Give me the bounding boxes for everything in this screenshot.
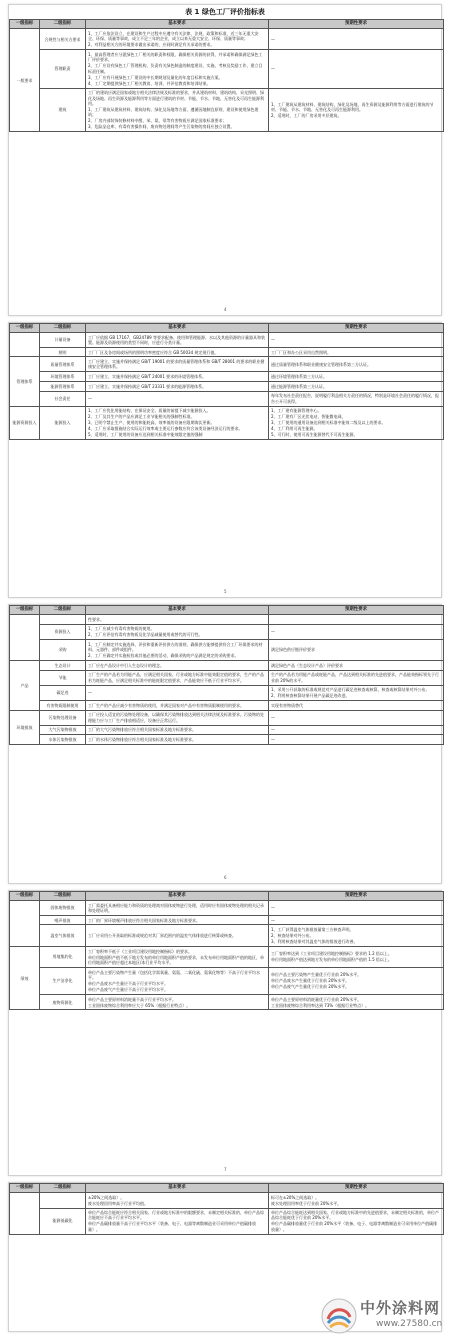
basic-requirement-cell bbox=[86, 735, 269, 745]
expected-requirement-cell bbox=[269, 1208, 444, 1234]
expected-requirement-cell bbox=[269, 29, 444, 50]
basic-requirement-item: 1、工厂应优化用能结构，在保证安全、质量的前提下减少能源投入。 bbox=[88, 408, 211, 414]
primary-indicator-cell: 绩效 bbox=[10, 947, 40, 1010]
basic-requirement-item: 工厂应投入适宜的污染物处理设备，以确保其污染物排放达到相关法律法规及标准要求。污染物的处理能力应与工厂生产排放相适应，设备应正常运行。 bbox=[88, 712, 264, 723]
expected-requirement-item: 单位产品废水产生量优于行业前 20%水平。 bbox=[271, 978, 350, 984]
expected-requirement-cell bbox=[269, 915, 444, 925]
basic-requirement-cell bbox=[86, 391, 269, 406]
basic-requirement-item: 单位产品主要原材料消耗量不高于行业平均水平。 bbox=[88, 996, 176, 1002]
column-header: 预期性要求 bbox=[269, 20, 444, 29]
evaluation-table bbox=[9, 1183, 444, 1235]
basic-requirement-item: 单位产品废水产生量应不高于行业平均水平。 bbox=[88, 980, 168, 986]
expected-requirement-cell bbox=[269, 670, 444, 685]
expected-requirement-item: 满足绿色产品（生态设计产品）评价要求 bbox=[271, 662, 343, 668]
expected-requirement-item: — bbox=[271, 629, 275, 635]
secondary-indicator-cell: 污染物处理设备 bbox=[40, 710, 86, 725]
brand-logo-icon bbox=[320, 1297, 358, 1335]
basic-requirement-cell bbox=[86, 725, 269, 735]
basic-requirement-item: 1、工厂建筑从建筑材料、建筑结构、绿化及场地等方面，遵循因地制宜原则，建设和使用绿色建筑； bbox=[88, 107, 259, 118]
basic-requirement-item: 单位产品碳排放量不高于行业平均水平（装备、电子、电器等离散制造业可采用单位产值碳排放量）。 bbox=[88, 1221, 256, 1232]
expected-requirement-item: 通过质量管理体系和职业健康安全管理体系第三方认证。 bbox=[271, 361, 371, 367]
basic-requirement-item: 4、工厂定期提供绿色工厂相关教育、培训，并评估教育和培训结果。 bbox=[88, 80, 211, 86]
expected-requirement-cell bbox=[269, 50, 444, 88]
table-row bbox=[10, 332, 444, 347]
basic-requirement-item: 工厂生产的产品应减少有害物质的使用，并满足国家对产品中有害物质限制使用的要求。 bbox=[88, 702, 244, 708]
table-row bbox=[10, 900, 444, 915]
expected-requirement-cell bbox=[269, 735, 444, 745]
table-row bbox=[10, 29, 444, 50]
primary-indicator-cell bbox=[10, 1192, 40, 1234]
basic-requirement-item: 3、工厂应有开展绿色工厂建设的中长期规划及量化的年度目标和实施方案。 bbox=[88, 74, 223, 80]
table-row bbox=[10, 967, 444, 994]
expected-requirement-cell bbox=[269, 372, 444, 382]
expected-requirement-cell bbox=[269, 994, 444, 1010]
basic-requirement-item: 1、工厂应依法设立，在建设和生产过程中应遵守有关法律、法规、政策和标准，近三年无重大安全、环保、质量等事故，成立不足三年的企业，成立以来无重大安全、环保、质量等事故； bbox=[88, 30, 259, 42]
table-row bbox=[10, 391, 444, 406]
table-row bbox=[10, 994, 444, 1010]
secondary-indicator-cell: 管理职责 bbox=[40, 50, 86, 88]
expected-requirement-cell bbox=[269, 614, 444, 624]
table-header-row bbox=[10, 20, 444, 29]
secondary-indicator-cell: 资源投入 bbox=[40, 624, 86, 640]
expected-requirement-cell bbox=[269, 947, 444, 968]
document-page-1 bbox=[8, 4, 442, 316]
expected-requirement-cell bbox=[269, 661, 444, 671]
primary-indicator-cell: 管理体系 bbox=[10, 357, 40, 406]
expected-requirement-item: 工业固体废物综合利用率达到 73%（根据行业特点）。 bbox=[271, 1002, 370, 1008]
expected-requirement-item: 通过环境管理体系第三方认证。 bbox=[271, 374, 327, 380]
expected-requirement-item: 单位产品主要污染物产生量优于行业前 20%水平。 bbox=[271, 972, 362, 978]
expected-requirement-cell bbox=[269, 624, 444, 640]
expected-requirement-cell bbox=[269, 332, 444, 347]
expected-requirement-cell bbox=[269, 1192, 444, 1208]
expected-requirement-item: 通过能源管理体系第三方认证。 bbox=[271, 383, 327, 389]
secondary-indicator-cell: 温室气体排放 bbox=[40, 925, 86, 947]
table-row bbox=[10, 915, 444, 925]
expected-requirement-cell bbox=[269, 640, 444, 661]
table-row bbox=[10, 382, 444, 392]
expected-requirement-item: 工厂厂区和办公区采用自然照明。 bbox=[271, 349, 331, 355]
expected-requirement-item: 2、利用核查核算结果开展产品碳足迹改进。 bbox=[271, 693, 350, 699]
expected-requirement-item: 每年发布社会责任报告，说明履行利益相关方责任的情况，特别是环境社会责任的履行情况，报告公开可获得。 bbox=[271, 393, 439, 404]
column-header: 一级指标 bbox=[10, 20, 40, 29]
primary-indicator-cell: 环境排放 bbox=[10, 710, 40, 744]
secondary-indicator-cell: 质量管理体系 bbox=[40, 357, 86, 372]
table-row bbox=[10, 406, 444, 440]
basic-requirement-cell bbox=[86, 347, 269, 357]
basic-requirement-item: 工厂厂区及各房间或场所的照明功率密度应符合 GB 50034 规定现行值。 bbox=[88, 349, 219, 355]
expected-requirement-item: — bbox=[271, 736, 275, 742]
table-row bbox=[10, 640, 444, 661]
column-header: 预期性要求 bbox=[269, 892, 444, 901]
basic-requirement-item: 5、适用时，工厂使用的设备应达到相关标准中能效限定值的强制 bbox=[88, 432, 203, 438]
secondary-indicator-cell: 噪声排放 bbox=[40, 915, 86, 925]
column-header: 二级指标 bbox=[40, 20, 86, 29]
secondary-indicator-cell: 建筑 bbox=[40, 88, 86, 132]
secondary-indicator-cell: 大气污染物排放 bbox=[40, 725, 86, 735]
table-row bbox=[10, 661, 444, 671]
expected-requirement-item: 工厂容积率达到《工业项目建设用地控制指标》要求的 1.2 倍以上。 bbox=[271, 951, 392, 957]
basic-requirement-cell bbox=[86, 661, 269, 671]
basic-requirement-item: 工厂的大气污染物排放应符合相关国家标准及地方标准要求。 bbox=[88, 727, 196, 733]
primary-indicator-cell: 产品 bbox=[10, 661, 40, 711]
expected-requirement-item: 1、工厂建筑从建筑材料、建筑结构、绿化及场地、再生资源及能源利用等方面进行建筑的节材、节能、节水、节地、无害化及可再生能源利用。 bbox=[271, 101, 434, 112]
basic-requirement-cell bbox=[86, 967, 269, 994]
basic-requirement-item: 2、工厂应设有绿色工厂管理机构，负责有关绿色制造的制度建设、实施、考核及奖励工作，建立目标责任制。 bbox=[88, 63, 263, 74]
table-row bbox=[10, 1208, 444, 1234]
basic-requirement-item: 2、工厂应评估有毒有害物质及化学品减量使用或替代的可行性。 bbox=[88, 632, 203, 638]
table-row bbox=[10, 372, 444, 382]
watermark-name: 中外涂料网 bbox=[360, 1299, 441, 1317]
column-header: 二级指标 bbox=[40, 606, 86, 615]
expected-requirement-cell bbox=[269, 710, 444, 725]
expected-requirement-item: 4、工厂利用可再生能源。 bbox=[271, 426, 318, 432]
basic-requirement-item: 2、厂房内部装饰装修材料中醛、苯、氨、氡等有害物质应满足国家标准要求； bbox=[88, 118, 227, 124]
table-header-row bbox=[10, 606, 444, 615]
secondary-indicator-cell: 计量设备 bbox=[40, 332, 86, 347]
watermark-logo bbox=[318, 1296, 446, 1336]
basic-requirement-item: 2、对利益相关方的环境要求做出承诺的，应同时满足有关承诺的要求。 bbox=[88, 42, 215, 48]
secondary-indicator-cell: 合规性与相关方要求 bbox=[40, 29, 86, 50]
table-row bbox=[10, 670, 444, 685]
secondary-indicator-cell: 废物资源化 bbox=[40, 994, 86, 1010]
basic-requirement-cell bbox=[86, 1208, 269, 1234]
basic-requirement-cell bbox=[86, 624, 269, 640]
table-row bbox=[10, 685, 444, 701]
basic-requirement-item: 工厂应依据 GB 17167、GB24789 等要求配备、使用和管理能源、水以及其他资源的计量器具和装置。能源及资源使用的类型不同时，应进行分类计量。 bbox=[88, 334, 265, 345]
primary-indicator-cell: 能源资源投入 bbox=[10, 406, 40, 440]
basic-requirement-item: 1、工厂应制定并实施选择、评价和重新评价供方的准则，确保供方能够提供符合工厂环保要求的材料、元器件、部件或组件。 bbox=[88, 641, 263, 653]
table-row bbox=[10, 1192, 444, 1208]
basic-requirement-cell bbox=[86, 685, 269, 701]
basic-requirement-item: 2、工厂及其生产的产品应满足工业节能相关的强制性标准。 bbox=[88, 414, 195, 420]
basic-requirement-cell bbox=[86, 640, 269, 661]
page-number: 7 bbox=[224, 1166, 227, 1172]
basic-requirement-item: 工厂应建立、实施并保持满足 GB/T 23331 要求的能源管理体系。 bbox=[88, 383, 207, 389]
basic-requirement-cell bbox=[86, 332, 269, 347]
table-row bbox=[10, 701, 444, 711]
basic-requirement-cell bbox=[86, 670, 269, 685]
basic-requirement-item: 1、最高管理者应分派绿色工厂相关的职责和权限，确保相关资源的获得，并承诺和确保满足绿色工厂评价要求。 bbox=[88, 51, 263, 63]
expected-requirement-cell bbox=[269, 900, 444, 915]
basic-requirement-item: 单位产品综合能耗应符合相关国家、行业或地方标准中的限额要求，未制定相关标准的，单位产品综合能耗应不高于行业平均水平。 bbox=[88, 1210, 264, 1221]
secondary-indicator-cell: 固体废物排放 bbox=[40, 900, 86, 915]
primary-indicator-cell bbox=[10, 332, 40, 357]
expected-requirement-cell bbox=[269, 925, 444, 947]
expected-requirement-item: — bbox=[271, 727, 275, 733]
secondary-indicator-cell: 生产洁净化 bbox=[40, 967, 86, 994]
expected-requirement-cell bbox=[269, 357, 444, 372]
expected-requirement-item: 废水处理回用率优于行业前 20%水平。 bbox=[271, 1200, 342, 1206]
secondary-indicator-cell: 照明 bbox=[40, 347, 86, 357]
column-header: 基本要求 bbox=[86, 324, 269, 333]
expected-requirement-cell bbox=[269, 88, 444, 132]
basic-requirement-cell bbox=[86, 88, 269, 132]
secondary-indicator-cell bbox=[40, 1192, 86, 1208]
expected-requirement-item: 2、工厂建有厂区光伏电站、智能微电网。 bbox=[271, 414, 346, 420]
column-header: 预期性要求 bbox=[269, 1184, 444, 1193]
secondary-indicator-cell: 节能 bbox=[40, 670, 86, 685]
expected-requirement-item: 2、核查结果对外公布。 bbox=[271, 933, 314, 939]
expected-requirement-item: 1、工厂建有能源管理中心。 bbox=[271, 408, 322, 414]
secondary-indicator-cell: 能源管理体系 bbox=[40, 382, 86, 392]
expected-requirement-item: 2、适用时，工厂的厂房采用多层建筑。 bbox=[271, 112, 342, 118]
table-header-row bbox=[10, 892, 444, 901]
table-row bbox=[10, 88, 444, 132]
basic-requirement-item: 工厂应建立、实施并保持满足 GB/T 19001 的要求的质量管理体系和 GB/T 28001 的要求的职业健康安全管理体系。 bbox=[88, 359, 265, 370]
secondary-indicator-cell bbox=[40, 614, 86, 624]
primary-indicator-cell bbox=[10, 614, 40, 660]
column-header: 基本要求 bbox=[86, 20, 269, 29]
page-number: 6 bbox=[224, 874, 227, 880]
expected-requirement-cell bbox=[269, 347, 444, 357]
page-number: 4 bbox=[224, 306, 227, 312]
expected-requirement-item: 单位用地面积产值达到地方发布的单位用地面积产值的 1.5 倍以上。 bbox=[271, 957, 392, 963]
basic-requirement-item: 工业固体废物综合利用率应大于 65%（根据行业特点）。 bbox=[88, 1002, 191, 1008]
table-header-row bbox=[10, 324, 444, 333]
table-row bbox=[10, 925, 444, 947]
expected-requirement-item: 3、工厂使用的通用设备达到相关标准中能效二级及以上的要求。 bbox=[271, 420, 386, 426]
basic-requirement-cell bbox=[86, 1192, 269, 1208]
expected-requirement-item: 单位产品碳排放量优于行业前 20%水平（装备、电子、电器等离散制造业可采用单位产值碳排放量）。 bbox=[271, 1221, 438, 1232]
basic-requirement-cell bbox=[86, 925, 269, 947]
expected-requirement-item: 5、可行时，使用可再生能源替代不可再生能源。 bbox=[271, 432, 358, 438]
expected-requirement-item: 单位产品废气产生量优于行业前 20%水平。 bbox=[271, 984, 350, 990]
basic-requirement-cell bbox=[86, 701, 269, 711]
table-row bbox=[10, 614, 444, 624]
basic-requirement-item: 工厂容积率不低于《工业项目建设用地控制指标》的要求。 bbox=[88, 948, 192, 954]
table-row bbox=[10, 347, 444, 357]
expected-requirement-item: 实现有害物质替代 bbox=[271, 702, 303, 708]
secondary-indicator-cell: 能源低碳化 bbox=[40, 1208, 86, 1234]
basic-requirement-item: 工厂应建立、实施并保持满足 GB/T 24001 要求的环境管理体系。 bbox=[88, 374, 207, 380]
basic-requirement-item: 单位产品主要污染物产生量（包括化学需氧量、氨氮、二氧化硫、氮氧化物等）不高于行业平均水平。 bbox=[88, 969, 260, 980]
basic-requirement-item: 废水处理回用率高于行业平均值。 bbox=[88, 1200, 148, 1206]
basic-requirement-item: 2、工厂应确定并实施检验或其他必要的活动，确保采购的产品满足规定的采购要求。 bbox=[88, 653, 239, 659]
expected-requirement-cell bbox=[269, 967, 444, 994]
basic-requirement-item: 工厂的厂界环境噪声排放应符合相关国家标准及地方标准要求。 bbox=[88, 917, 200, 923]
basic-requirement-item: 1、工厂应减少有毒有害物质的使用。 bbox=[88, 626, 155, 632]
expected-requirement-item: — bbox=[271, 36, 275, 42]
secondary-indicator-cell: 用地集约化 bbox=[40, 947, 86, 968]
basic-requirement-item: 3、已明令禁止生产、使用的和能耗高、效率低的设备应限期淘汰更新。 bbox=[88, 420, 215, 426]
expected-requirement-cell bbox=[269, 391, 444, 406]
secondary-indicator-cell: 有害物质限制使用 bbox=[40, 701, 86, 711]
watermark-url: www.27580.cn bbox=[376, 1319, 443, 1329]
basic-requirement-item: 工厂应采用公开获取的标准或规范对其厂界范围内的温室气体排放进行核算或核查。 bbox=[88, 933, 236, 939]
column-header: 二级指标 bbox=[40, 324, 86, 333]
table-row bbox=[10, 624, 444, 640]
basic-requirement-cell bbox=[86, 406, 269, 440]
basic-requirement-item: 4、工厂应采取措施结合实际运行效率或主要运行参数应符合该类设备经济运行的要求。 bbox=[88, 426, 243, 432]
table-row bbox=[10, 947, 444, 968]
expected-requirement-item: 满足绿色供应链评价要求 bbox=[271, 647, 315, 653]
expected-requirement-item: 单位产品主要原材料消耗量优于行业前 20%水平。 bbox=[271, 996, 362, 1002]
basic-requirement-item: — bbox=[88, 395, 92, 401]
table-row bbox=[10, 710, 444, 725]
column-header: 一级指标 bbox=[10, 606, 40, 615]
expected-requirement-item: 3、利用核查结果对其温室气体的排放进行改善。 bbox=[271, 939, 358, 945]
column-header: 基本要求 bbox=[86, 606, 269, 615]
table-row bbox=[10, 357, 444, 372]
basic-requirement-item: — bbox=[88, 690, 92, 696]
document-page-3 bbox=[8, 604, 442, 884]
basic-requirement-item: ±20%之间选取）。 bbox=[88, 1194, 125, 1200]
expected-requirement-item: 1、工厂获得温室气体排放量第三方核查声明。 bbox=[271, 927, 354, 933]
basic-requirement-cell bbox=[86, 947, 269, 968]
expected-requirement-item: — bbox=[271, 337, 275, 343]
basic-requirement-item: 单位用地面积产值不低于地方发布的单位用地面积产值的要求，未发布单位用地面积产值的地区，单位用地面积产值应超过本地区/本行业平均水平。 bbox=[88, 954, 264, 965]
basic-requirement-cell bbox=[86, 994, 269, 1010]
basic-requirement-item: 工厂需委托具备相应能力和资质的处理商对固体废物进行处理，适用时应有固体废物处理的相关记录和处理证明。 bbox=[88, 902, 264, 913]
column-header: 预期性要求 bbox=[269, 606, 444, 615]
column-header: 一级指标 bbox=[10, 324, 40, 333]
table-row bbox=[10, 735, 444, 745]
expected-requirement-item: 1、采用公开获取的标准或规范对产品进行碳足迹核查或核算，核查或核算结果对外公布。 bbox=[271, 687, 430, 693]
column-header: 基本要求 bbox=[86, 1184, 269, 1193]
basic-requirement-item: 工厂应在产品设计中引入生态设计的理念。 bbox=[88, 662, 164, 668]
table-row bbox=[10, 50, 444, 88]
basic-requirement-cell bbox=[86, 372, 269, 382]
expected-requirement-item: — bbox=[271, 905, 275, 911]
basic-requirement-cell bbox=[86, 382, 269, 392]
basic-requirement-cell bbox=[86, 915, 269, 925]
expected-requirement-cell bbox=[269, 382, 444, 392]
evaluation-table bbox=[9, 19, 444, 132]
basic-requirement-cell bbox=[86, 900, 269, 915]
secondary-indicator-cell: 能源投入 bbox=[40, 406, 86, 440]
expected-requirement-item: 生产的产品若为用能产品或耗能产品，产品达到相关标准的先进值要求，产品能效指标领先于行业前 20%的水平。 bbox=[271, 672, 439, 683]
table-title: 表 1 绿色工厂评价指标表 bbox=[185, 8, 265, 16]
column-header: 二级指标 bbox=[40, 1184, 86, 1193]
secondary-indicator-cell: 碳足迹 bbox=[40, 685, 86, 701]
expected-requirement-item: — bbox=[271, 715, 275, 720]
document-page-4 bbox=[8, 890, 442, 1176]
column-header: 一级指标 bbox=[10, 892, 40, 901]
column-header: 一级指标 bbox=[10, 1184, 40, 1193]
basic-requirement-cell bbox=[86, 50, 269, 88]
column-header: 预期性要求 bbox=[269, 324, 444, 333]
evaluation-table bbox=[9, 323, 444, 440]
expected-requirement-item: 标可在±20%之间选取）。 bbox=[271, 1194, 320, 1200]
expected-requirement-cell bbox=[269, 701, 444, 711]
secondary-indicator-cell: 水体污染物排放 bbox=[40, 735, 86, 745]
secondary-indicator-cell: 采购 bbox=[40, 640, 86, 661]
secondary-indicator-cell: 社会责任 bbox=[40, 391, 86, 406]
expected-requirement-cell bbox=[269, 725, 444, 735]
expected-requirement-cell bbox=[269, 406, 444, 440]
secondary-indicator-cell: 环境管理体系 bbox=[40, 372, 86, 382]
document-page-2 bbox=[8, 322, 442, 598]
expected-requirement-item: — bbox=[271, 917, 275, 923]
expected-requirement-item: — bbox=[271, 66, 275, 72]
table-header-row bbox=[10, 1184, 444, 1193]
basic-requirement-cell bbox=[86, 614, 269, 624]
column-header: 二级指标 bbox=[40, 892, 86, 901]
basic-requirement-item: 3、危险品仓库、有毒有害操作间、废弃物处理间等产生污染物的房间应独立设置。 bbox=[88, 124, 235, 130]
basic-requirement-item: 性要求。 bbox=[88, 616, 104, 622]
basic-requirement-item: 工厂的水体污染物排放应符合相关国家标准及地方标准要求。 bbox=[88, 736, 196, 742]
basic-requirement-cell bbox=[86, 357, 269, 372]
basic-requirement-item: 工厂生产的产品若为用能产品，应满足相关国家、行业或地方标准中能效限定值的要求，生产的产品若为耗能产品，应满足相关标准中的能耗限定值要求，产品能效应不低于行业平均水平。 bbox=[88, 672, 264, 683]
column-header: 基本要求 bbox=[86, 892, 269, 901]
table-row bbox=[10, 725, 444, 735]
basic-requirement-item: 单位产品废气产生量应不高于行业平均水平。 bbox=[88, 986, 168, 992]
primary-indicator-cell: 一般要求 bbox=[10, 29, 40, 132]
basic-requirement-cell bbox=[86, 29, 269, 50]
evaluation-table bbox=[9, 605, 444, 745]
page-number: 5 bbox=[224, 588, 227, 594]
primary-indicator-cell bbox=[10, 900, 40, 946]
secondary-indicator-cell: 生态设计 bbox=[40, 661, 86, 671]
expected-requirement-item: 单位产品综合能耗达到相关国家、行业或地方标准中的先进值要求，未制定相关标准的，单位产品综合能耗优于行业前 20%水平。 bbox=[271, 1210, 439, 1221]
basic-requirement-item: 工厂的建筑应满足国家或地方相关法律法规及标准的要求，并从建筑材料、建筑结构、采光照明、绿化及场地、再生资源及能源利用等方面进行建筑的节材、节能、节水、节地、无害化及可再生能源利用。 bbox=[88, 90, 264, 107]
expected-requirement-cell bbox=[269, 685, 444, 701]
basic-requirement-cell bbox=[86, 710, 269, 725]
evaluation-table bbox=[9, 891, 444, 1010]
